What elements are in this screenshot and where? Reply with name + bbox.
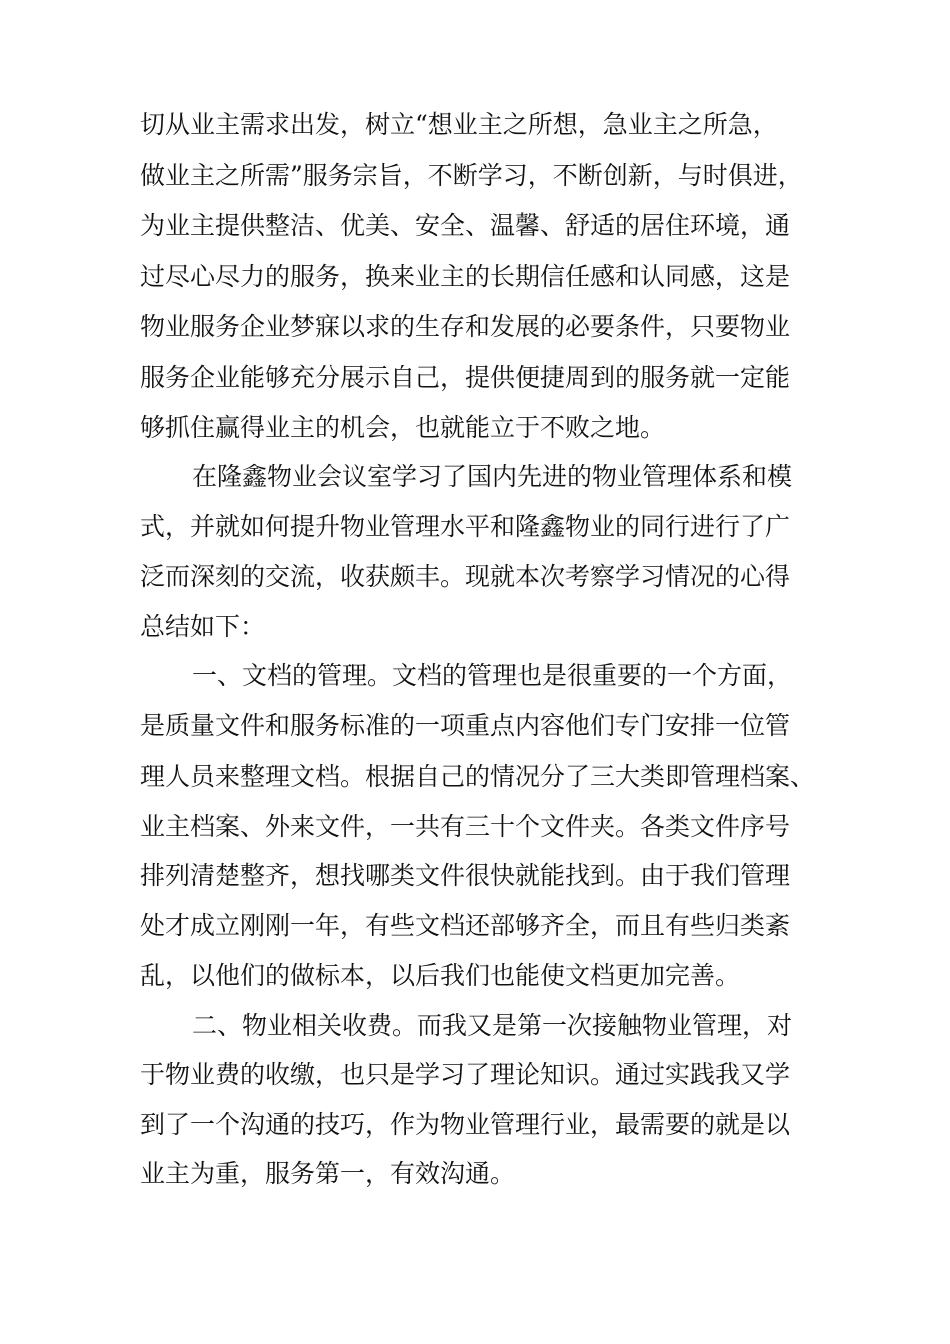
text-line: 够抓住赢得业主的机会，也就能立于不败之地。: [140, 413, 666, 442]
text-line: 业主档案、外来文件，一共有三十个文件夹。各类文件序号: [140, 812, 791, 841]
text-line: 过尽心尽力的服务，换来业主的长期信任感和认同感，这是: [140, 262, 791, 291]
text-line: 式，并就如何提升物业管理水平和隆鑫物业的同行进行了广: [140, 512, 791, 541]
text-line: 为业主提供整洁、优美、安全、温馨、舒适的居住环境，通: [140, 211, 791, 240]
text-line: 泛而深刻的交流，收获颇丰。现就本次考察学习情况的心得: [140, 562, 791, 591]
text-line: 处才成立刚刚一年，有些文档还部够齐全，而且有些归类紊: [140, 911, 791, 940]
text-line: 做业主之所需”服务宗旨，不断学习，不断创新，与时俱进，: [140, 161, 803, 190]
text-line: 二、物业相关收费。而我又是第一次接触物业管理，对: [192, 1011, 793, 1040]
text-line: 物业服务企业梦寐以求的生存和发展的必要条件，只要物业: [140, 312, 791, 341]
text-line: 是质量文件和服务标准的一项重点内容他们专门安排一位管: [140, 711, 791, 740]
text-line: 一、文档的管理。文档的管理也是很重要的一个方面，: [192, 661, 793, 690]
text-line: 理人员来整理文档。根据自己的情况分了三大类即管理档案、: [140, 762, 816, 791]
text-line: 到了一个沟通的技巧，作为物业管理行业，最需要的就是以: [140, 1110, 791, 1139]
text-line: 乱，以他们的做标本，以后我们也能使文档更加完善。: [140, 961, 741, 990]
text-line: 业主为重，服务第一，有效沟通。: [140, 1159, 516, 1188]
text-line: 服务企业能够充分展示自己，提供便捷周到的服务就一定能: [140, 363, 791, 392]
text-line: 在隆鑫物业会议室学习了国内先进的物业管理体系和模: [192, 462, 793, 491]
text-line: 切从业主需求出发，树立“想业主之所想，急业主之所急，: [140, 110, 778, 139]
text-line: 于物业费的收缴，也只是学习了理论知识。通过实践我又学: [140, 1060, 791, 1089]
text-line: 排列清楚整齐，想找哪类文件很快就能找到。由于我们管理: [140, 861, 791, 890]
text-line: 总结如下：: [140, 612, 266, 641]
